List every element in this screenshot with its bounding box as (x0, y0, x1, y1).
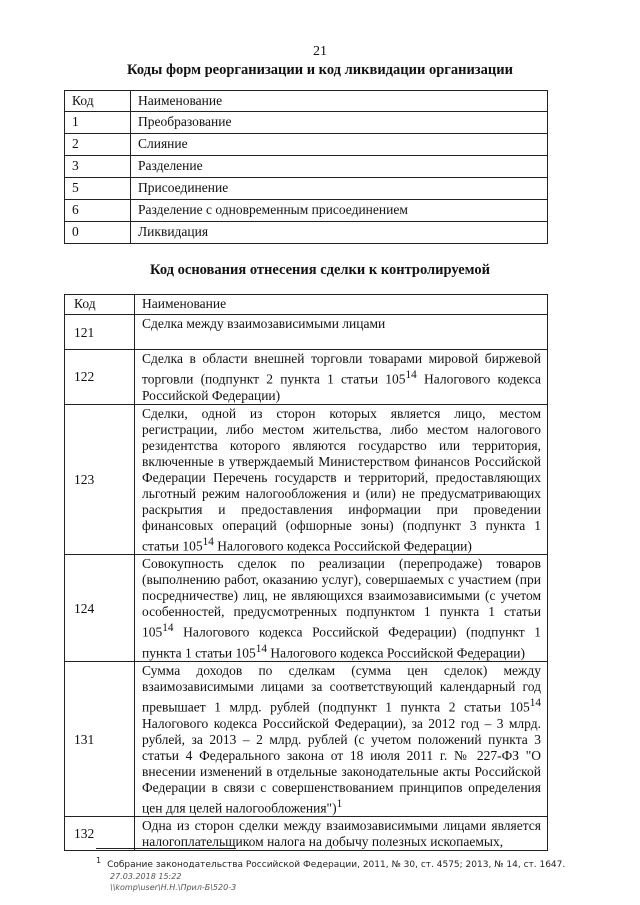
row-code: 131 (65, 662, 135, 817)
print-stamp-date: 27.03.2018 15:22 (110, 872, 182, 881)
table-row (65, 112, 548, 134)
row-name: Слияние (131, 134, 548, 156)
table-row (65, 555, 548, 662)
print-stamp-path: \\komp\user\Н.Н.\Прил-Б\520-3 (110, 883, 237, 892)
row-code: 0 (65, 222, 131, 244)
header-name: Наименование (135, 295, 548, 315)
row-name: Разделение (131, 156, 548, 178)
row-name: Совокупность сделок по реализации (перепродаже) товаров (выполнению работ, оказанию услуг), совершаемых с участием (при посредничестве) лиц, не являющихся взаимозависимыми (с учетом особенностей, предусмотренных подпунктом 1 пункта 1 статьи $105^{14}$ Налогового кодекса Российской Федерации) (подпункт 1 пункта 1 статьи $105^{14}$ Налогового кодекса Российской Федерации) (135, 555, 548, 662)
row-code: 122 (65, 350, 135, 405)
header-code: Код (65, 295, 135, 315)
footnote-divider (96, 848, 236, 849)
row-code: 132 (65, 817, 135, 851)
section-title-reorganization: Коды форм реорганизации и код ликвидации организации (127, 62, 513, 78)
reorganization-codes-table (64, 90, 548, 244)
footnote (96, 856, 565, 870)
row-name: Одна из сторон сделки между взаимозависимыми лицами является налогоплательщиком налога на добычу полезных ископаемых, (135, 817, 548, 851)
row-name: Преобразование (131, 112, 548, 134)
row-name: Разделение с одновременным присоединением (131, 200, 548, 222)
header-name: Наименование (131, 91, 548, 112)
row-name: Сделка между взаимозависимыми лицами (135, 315, 548, 350)
table-row (65, 222, 548, 244)
table-row (65, 178, 548, 200)
table-row (65, 134, 548, 156)
table-row (65, 817, 548, 851)
row-code: 3 (65, 156, 131, 178)
row-name: Ликвидация (131, 222, 548, 244)
row-name: Сумма доходов по сделкам (сумма цен сделок) между взаимозависимыми лицами за соответствующий календарный год превышает 1 млрд. рублей (подпункт 1 пункта 2 статьи $105^{14}$ Налогового кодекса Российской Федерации), за 2012 год – 3 млрд. рублей, за 2013 – 2 млрд. рублей (с учетом положений пункта 3 статьи 4 Федерального закона от 18 июля 2011 г. № 227-ФЗ "О внесении изменений в отдельные законодательные акты Российской Федерации в связи с совершенствованием принципов определения цен для целей налогообложения")$^1$ (135, 662, 548, 817)
row-code: 124 (65, 555, 135, 662)
row-code: 6 (65, 200, 131, 222)
table-row (65, 315, 548, 350)
table-row (65, 200, 548, 222)
table-row (65, 156, 548, 178)
row-code: 2 (65, 134, 131, 156)
section-title-controlled-transaction: Код основания отнесения сделки к контролируемой (150, 262, 490, 278)
header-code: Код (65, 91, 131, 112)
table-row (65, 662, 548, 817)
row-name: Присоединение (131, 178, 548, 200)
table-row (65, 404, 548, 555)
row-code: 5 (65, 178, 131, 200)
table-header-row (65, 295, 548, 315)
row-code: 1 (65, 112, 131, 134)
row-code: 123 (65, 404, 135, 555)
controlled-transaction-codes-table (64, 294, 548, 851)
table-header-row (65, 91, 548, 112)
page-number: 21 (313, 44, 327, 59)
footnote-text: Собрание законодательства Российской Федерации, 2011, № 30, ст. 4575; 2013, № 14, ст. 1647. (107, 860, 566, 870)
row-code: 121 (65, 315, 135, 350)
row-name: Сделки, одной из сторон которых является лицо, местом регистрации, либо местом жительства, либо местом налогового резидентства которого являются государство или территория, включенные в утверждаемый Министерством финансов Российской Федерации Перечень государств и территорий, предоставляющих льготный режим налогообложения и (или) не предусматривающих раскрытия и предоставления информации при проведении финансовых операций (офшорные зоны) (подпункт 3 пункта 1 статьи $105^{14}$ Налогового кодекса Российской Федерации) (135, 404, 548, 555)
footnote-mark: 1 (96, 856, 102, 865)
row-name: Сделка в области внешней торговли товарами мировой биржевой торговли (подпункт 2 пункта 1 статьи $105^{14}$ Налогового кодекса Российской Федерации) (135, 350, 548, 405)
table-row (65, 350, 548, 405)
